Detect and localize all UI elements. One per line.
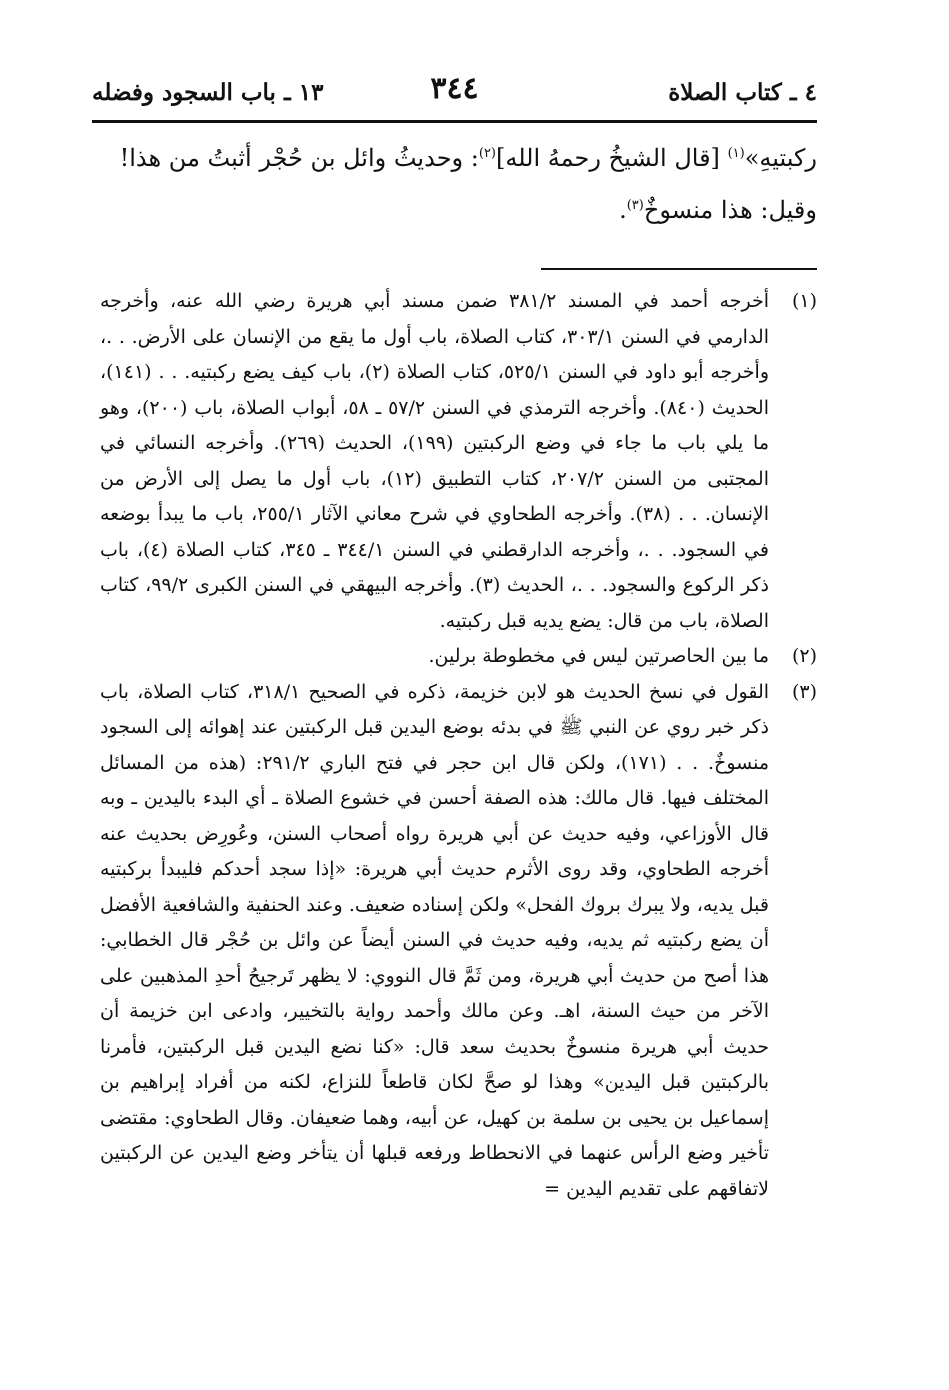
page-number: ٣٤٤ bbox=[430, 71, 479, 106]
footnote-ref: (٢) bbox=[478, 146, 496, 161]
footnote-number: (٢) bbox=[791, 645, 817, 667]
main-text-segment: . bbox=[619, 196, 627, 224]
footnote bbox=[100, 675, 817, 1208]
main-text-segment: وقيل: هذا منسوخٌ bbox=[643, 196, 817, 224]
main-text bbox=[100, 132, 817, 236]
chapter-title: ٤ ـ كتاب الصلاة bbox=[668, 79, 817, 106]
footnote-text: ما بين الحاصرتين ليس في مخطوطة برلين. bbox=[428, 645, 769, 667]
footnote bbox=[100, 639, 817, 675]
footnote bbox=[100, 284, 817, 639]
main-text-line bbox=[100, 132, 817, 184]
main-text-segment: : وحديثُ وائل بن حُجْر أثبتُ من هذا! bbox=[119, 144, 479, 172]
section-title: ١٣ ـ باب السجود وفضله bbox=[92, 79, 324, 106]
footnote-number: (١) bbox=[791, 290, 817, 312]
footnote-text: أخرجه أحمد في المسند ٣٨١/٢ ضمن مسند أبي هريرة رضي الله عنه، وأخرجه الدارمي في السنن ٣٠٣/١، كتاب الصلاة، باب أول ما يقع من الإنسان على الأرض. . .، وأخرجه أبو داود في السنن ٥٢٥/١، كتاب الصلاة (٢)، باب كيف يضع ركبتيه. . . (١٤١)، الحديث (٨٤٠). وأخرجه الترمذي في السنن ٥٧/٢ ـ ٥٨، أبواب الصلاة، باب (٢٠٠)، وهو ما يلي باب ما جاء في وضع الركبتين (١٩٩)، الحديث (٢٦٩). وأخرجه النسائي في المجتبى من السنن ٢٠٧/٢، كتاب التطبيق (١٢)، باب أول ما يصل إلى الأرض من الإنسان. . . (٣٨). وأخرجه الطحاوي في شرح معاني الآثار ٢٥٥/١، باب ما يبدأ بوضعه في السجود. . .، وأخرجه الدارقطني في السنن ٣٤٤/١ ـ ٣٤٥، كتاب الصلاة (٤)، باب ذكر الركوع والسجود. . .، الحديث (٣). وأخرجه البيهقي في السنن الكبرى ٩٩/٢، كتاب الصلاة، باب من قال: يضع يديه قبل ركبتيه. bbox=[100, 290, 770, 632]
footnote-divider bbox=[541, 268, 817, 270]
header-divider bbox=[92, 120, 817, 123]
footnotes bbox=[100, 284, 817, 1207]
main-text-segment: [قال الشيخُ رحمهُ الله] bbox=[496, 144, 728, 172]
running-header bbox=[92, 71, 817, 110]
footnote-text: القول في نسخ الحديث هو لابن خزيمة، ذكره في الصحيح ٣١٨/١، كتاب الصلاة، باب ذكر خبر روي عن النبي ﷺ في بدئه بوضع اليدين قبل الركبتين عند إهوائه إلى السجود منسوخٌ. . . (١٧١)، ولكن قال ابن حجر في فتح الباري ٢٩١/٢: (هذه من المسائل المختلف فيها. قال مالك: هذه الصفة أحسن في خشوع الصلاة ـ أي البدء باليدين ـ وبه قال الأوزاعي، وفيه حديث عن أبي هريرة رواه أصحاب السنن، وعُورِض بحديث عنه أخرجه الطحاوي، وقد روى الأثرم حديث أبي هريرة: «إذا سجد أحدكم فليبدأ بركبتيه قبل يديه، ولا يبرك بروك الفحل» ولكن إسناده ضعيف. وعند الحنفية والشافعية الأفضل أن يضع ركبتيه ثم يديه، وفيه حديث في السنن أيضاً عن وائل بن حُجْر قال الخطابي: هذا أصح من حديث أبي هريرة، ومن ثَمَّ قال النووي: لا يظهر تَرجيحُ أحدِ المذهبين على الآخر من حيث السنة، اهـ. وعن مالك وأحمد رواية بالتخيير، وادعى ابن خزيمة أن حديث أبي هريرة منسوخٌ بحديث سعد قال: «كنا نضع اليدين قبل الركبتين، فأمرنا بالركبتين قبل اليدين» وهذا لو صحَّ لكان قاطعاً للنزاع، لكنه من أفراد إبراهيم بن إسماعيل بن يحيى بن سلمة بن كهيل، عن أبيه، وهما ضعيفان. وقال الطحاوي: مقتضى تأخير وضع الرأس عنهما في الانحطاط ورفعه قبلها أن يتأخر وضع اليدين عن الركبتين لاتفاقهم على تقديم اليدين = bbox=[100, 680, 770, 1200]
main-text-line bbox=[100, 184, 817, 236]
footnote-ref: (٣) bbox=[626, 198, 644, 213]
footnote-ref: (١) bbox=[727, 146, 745, 161]
main-text-segment: ركبتيهِ» bbox=[744, 144, 817, 172]
footnote-number: (٣) bbox=[791, 680, 817, 703]
